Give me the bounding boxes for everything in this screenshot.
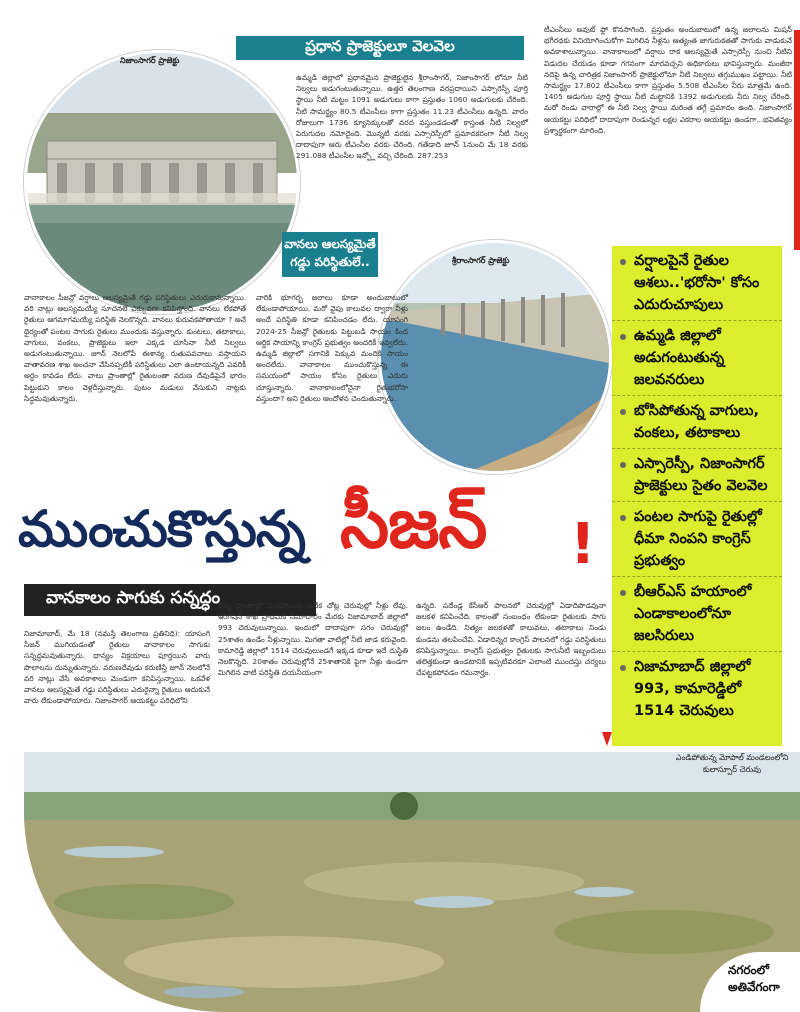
bottom-column-1-text: నిజామాబాద్, మే 18 (నమస్తే తెలంగాణ ప్రతినిధి): యాసంగి సీజన్ ముగియడంతో రైతులు వానాకాలం సాగుకు సన్నద్ధమవుతున్నారు. ధాన్యం విక్రయాలు పూర్తయిన వారు పొలాలను దున్నుతున్నారు. వరుణదేవుడు కరుణిస్తే జూన్ నెలలోనే వరి నాట్లు వేసే అవకాశాలు మెండుగా కనిపిస్తున్నాయి. ఒకవేళ వానలు ఆలస్యమైతే గడ్డు పరిస్థితులు ఎదురైన్నా రైతులు ఆదుకునే వారు లేకుండాపోయారు. నిజాంసాగర్ ఆయకట్టు పరిధిలోని xyxy=(24,629,210,706)
dry-tank-photo xyxy=(24,752,800,1012)
highlight-item: ఎస్సారెస్పీ, నిజాంసాగర్ ప్రాజెక్టులు సైతం వెలవెల xyxy=(612,449,782,502)
dam-photo-nizamsagar xyxy=(24,50,300,314)
top-column-1 xyxy=(296,72,528,222)
highlight-item: బోసిపోతున్న వాగులు, వంకలు, తటాకాలు xyxy=(612,396,782,449)
highlight-item: వర్షాలపైనే రైతుల ఆశలు..'భరోసా' కోసం ఎదురుచూపులు xyxy=(612,246,782,321)
bottom-column-2 xyxy=(218,600,408,742)
middle-column-left-text: వానాకాలం సీజన్లో వర్షాలు ఆలస్యమైతే గడ్డు పరిస్థితులు ఎదురుకానున్నాయి. వరి నాట్లు ఆలస్యమయ్యే సూచనలే ఎక్కువగా కనిపిస్తోంది. వానలు లేకపోతే రైతులు ఆగమాగమయ్యే పరిస్థితి నెలకొన్నది. వానలు కురువకపోతాయా ? అనే ధైర్యంతో పంటల సాగుకు రైతులు ముందుకు వస్తున్నారు. కుంటలు, తటాకాలు, వాగులు, వంకలు, ప్రాజెక్టులు ఇలా ఎక్కడ చూసినా నీటి నిల్వలు అడుగంటుతున్నాయి. జూన్ నెలలోపే ఈశాన్య రుతుపవనాలు వస్తాయని వాతావరణ శాఖ అంచనా వేసినప్పటికీ పరిస్థితులు ఎలా ఉంటాయన్నది ఎవరికీ అర్థం కావడం లేదు. వాలు ప్రాంతాల్లో రైతులంతా వరుణ దేవుడిపైనే భారం పెట్టుకుని కాలం వెళ్లదీస్తున్నారు. పుటం మడులు వేసుకుని నాట్లకు సిద్ధమవుతున్నారు. xyxy=(24,293,246,403)
projects-banner-title: ప్రధాన ప్రాజెక్టులూ వెలవెల xyxy=(305,37,455,55)
highlight-item: బీఆర్ఎస్ హయాంలో ఎండాకాలంలోనూ జలసిరులు xyxy=(612,577,782,652)
bottom-column-1 xyxy=(24,628,210,738)
projects-banner xyxy=(236,36,524,60)
right-edge-accent xyxy=(794,30,800,250)
callout-box xyxy=(282,232,378,277)
photo3-caption: ఎండిపోతున్న మోపాల్ మండలంలోని కులాస్పూర్ చెరువు xyxy=(675,753,789,774)
highlight-item: పంటల సాగుపై రైతుల్లో ధీమా నింపని కాంగ్రెస్ ప్రభుత్వం xyxy=(612,502,782,577)
headline-part1: ముంచుకొస్తున్న xyxy=(18,500,305,558)
subheadline-text: వానకాలం సాగుకు సన్నద్ధం xyxy=(46,588,221,608)
highlights-sidebar xyxy=(612,246,782,746)
middle-column-left xyxy=(24,292,246,482)
sriramsagar-illustration xyxy=(381,243,609,471)
bottom-teaser-text: నగరంలో అతివేగంగా xyxy=(728,963,780,994)
headline-part2: సీజన్ xyxy=(340,482,487,564)
bottom-column-3-text: ఉన్నది. పదేండ్ల కేసీఆర్ పాలనలో చెరువుల్లో ఏడాదిపొడవునా జలకళ కనిపించేది. కాలంతో సంబంధం లేకుండా రైతులకు సాగు జలం ఉండేది. నిత్యం జలకళతో కాలువలు, తటాకాలు నిండు కుండను తలపించేవి. ఏడాదిన్నర కాంగ్రెస్ పాలనలో గడ్డు పరిస్థితులు కనిపిస్తున్నాయి. కాంగ్రెస్ ప్రభుత్వం రైతులకు సాగునీటి ఇబ్బందులు తలెత్తకుండా ఉండటానికి ఇప్పటివరకూ ఎలాంటి ముందస్తు చర్యలు చేపట్టకపోవడం గమనార్హం. xyxy=(416,601,606,678)
middle-column-mid xyxy=(256,292,408,482)
headline-exclaim: ! xyxy=(570,512,595,577)
middle-column-mid-text: వారికి భూగర్భ జలాలు కూడా అందుబాటులో లేకుండాపోయాయి. మరో వైపు కాలువల ద్వారా నీళ్లు అందే పరిస్థితి కూడా కనిపించడం లేదు. యాసంగి 2024-25 సీజన్లో రైతులకు పెట్టుబడి సాయం కింద ఆర్థిక సాయాన్ని కాంగ్రెస్ ప్రభుత్వం అందరికీ ఇవ్వలేదు. ఉమ్మడి జిల్లాలో సగానికి పెక్కువ మందికి సాయం అందలేదు. వానాకాలం ముంచుకొస్తున్న ఈ సమయంలో సాయం కోసం రైతులు ఎదురు చూస్తున్నారు. వానాకాలంలోనైనా రైతుభరోసా వస్తుందా? అని రైతులు ఆందోళన చెందుతున్నారు. xyxy=(256,293,408,403)
dry-tank-illustration xyxy=(24,752,800,1012)
bottom-column-3 xyxy=(416,600,606,742)
callout-text: వానలు ఆలస్యమైతే గడ్డు పరిస్థితులే.. xyxy=(284,237,376,269)
top-column-2-text: టీఎంసీలు అవుట్ ఫ్లో కొనసాగింది. ప్రస్తుతం అందుబాటులో ఉన్న జలాలను మిషన్ భగీరథకు వినియోగించుకోగా మిగిలిన నీళ్లను ఆత్యంత జాగురుకతతో సాగుకు వాడుకునే అవకాశాలున్నాయి. వానాకాలంలో వర్షాలు రాక ఆలస్యమైతే ఎస్సారెస్పీ నుంచి నీటిని విడుదల చేయడం కూడా గగనంగా మారవచ్చని అధికారులు భావిస్తున్నారు. మంజీరా నదిపై ఉన్న చారిత్రక నిజాంసాగర్ ప్రాజెక్టులోనూ నీటి నిల్వలు తగ్గుముఖం పట్టాయి. నీటి సామర్థ్యం 17.802 టీఎంసీలు కాగా ప్రస్తుతం 5.508 టీఎంసీల నీరు మాత్రమే ఉంది. 1405 అడుగుల పూర్తి స్థాయి నీటి మట్టానికి 1392 అడుగులకు నీరు నిల్వ చేరింది. మరో రెండు వారాల్లో ఈ నీటి నిల్వ స్థాయి మరింత తగ్గే ప్రమాదం ఉంది. నిజాంసాగర్ ఆయకట్టు పరిధిలో దాదాపుగా రెండున్నర లక్షల ఎకరాల ఆయకట్టు ఉండగా...భవితవ్యం ప్రశ్నార్థకంగా మారింది. xyxy=(544,25,792,135)
arrow-down-icon xyxy=(602,732,612,746)
photo2-caption: శ్రీరాంసాగర్ ప్రాజెక్టు xyxy=(452,256,510,265)
highlight-item: ఉమ్మడి జిల్లాలో అడుగంటుతున్న జలవనరులు xyxy=(612,321,782,396)
dam-illustration xyxy=(27,53,297,311)
bottom-column-2-text: కొన్ని ప్రాంతాల్లో మినహాయిస్తే అనేక చోట్ల చెరువుల్లో నీళ్లు లేవు. ఇరిగేషన్ శాఖ ప్రాథమిక సమాచారం మేరకు నిజామాబాద్ జిల్లాలో 993 చెరువులున్నాయి. ఇందులో దాదాపుగా సగం చెరువుల్లో 25శాతం ఉండేం నీళ్లున్నాయి. మిగతా వాటిల్లో నీటి జాడ కరువైంది. కామారెడ్డి జిల్లాలో 1514 చెరువులుండగే ఇక్కడ కూడా ఇదే దుస్థితి నెలకొన్నది. 20శాతం చెరువుల్లోనే 25శాతానికి పైగా నీళ్లు ఉండగా మిగిలిన వాటి పరిస్థితి దయనీయంగా xyxy=(218,601,408,678)
highlights-list xyxy=(612,246,782,726)
top-column-2 xyxy=(544,24,792,218)
dam-photo-sriramsagar xyxy=(378,240,612,474)
highlight-item: నిజామాబాద్ జిల్లాలో 993, కామారెడ్డిలో 1514 చెరువులు xyxy=(612,652,782,726)
top-column-1-text: ఉమ్మడి జిల్లాలో ప్రధానమైన ప్రాజెక్టులైన శ్రీరాంసాగర్, నిజాంసాగర్ లోనూ నీటి నిల్వలు అడుగంటుతున్నాయి. ఉత్తర తెలంగాణ వరప్రదాయిని ఎస్సారెస్పీ పూర్తి స్థాయి నీటి మట్టం 1091 అడుగులు కాగా ప్రస్తుతం 1060 అడుగులకు చేరింది. నీటి సామర్థ్యం 80.5 టీఎంసీలు కాగా ప్రస్తుతం 11.23 టీఎంసీలు ఉన్నది. వారం రోజులుగా 1736 క్యూసెక్కులతో వరద వస్తుండడంతో కాస్తంత నీటి నిల్వలో పెరుగుదల నమోదైంది. మొన్నటి వరకు ఎస్సారెస్పీలో ప్రమాదకరంగా నీటి నిల్వ దాదాపుగా ఆరు టీఎంసీల వరకు చేరింది. గతేడాది జూన్ 1నుంచి మే 18 వరకు 291.088 టీఎంసీల ఇన్ఫ్లో వచ్చి చేరింది. 287.253 xyxy=(296,73,528,161)
photo1-caption: నిజాంసాగర్ ప్రాజెక్టు xyxy=(120,56,180,65)
